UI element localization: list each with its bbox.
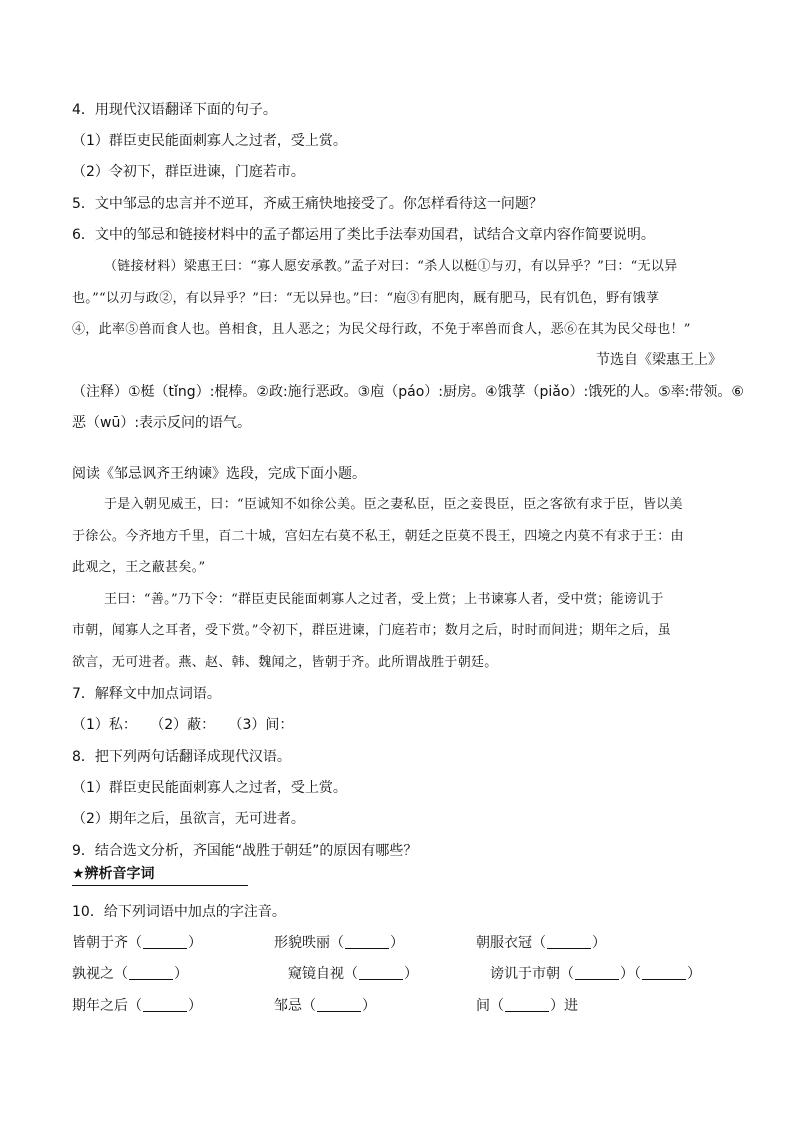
answer-blank[interactable] — [143, 934, 187, 949]
answer-blank[interactable] — [505, 997, 549, 1012]
q4-sentence-1: （1）群臣吏民能面刺寡人之过者，受上赏。 — [72, 133, 347, 149]
link-material-source: 节选自《梁惠王上》 — [596, 352, 722, 368]
answer-blank[interactable] — [359, 965, 403, 980]
q8-sentence-1: （1）群臣吏民能面刺寡人之过者，受上赏。 — [72, 780, 347, 796]
q10-item-8-word: 邹忌（ — [274, 998, 316, 1014]
q6-question: 6．文中的邹忌和链接材料中的孟子都运用了类比手法奉劝国君，试结合文章内容作简要说明。 — [72, 227, 655, 243]
close-paren: ） — [362, 998, 376, 1014]
q10-item-3 — [476, 933, 606, 953]
q10-item-8 — [274, 996, 376, 1016]
q7-stem: 7．解释文中加点词语。 — [72, 686, 221, 702]
q10-item-7-word: 期年之后（ — [72, 998, 142, 1014]
close-paren: ） — [188, 935, 202, 951]
section-title-wrapper — [72, 864, 722, 886]
passage-p1-line-2: 于徐公。今齐地方千里，百二十城，宫妇左右莫不私王，朝廷之臣莫不畏王，四境之内莫不有求于王：由 — [72, 529, 684, 544]
answer-blank[interactable] — [143, 997, 187, 1012]
answer-blank[interactable] — [547, 934, 591, 949]
q7-items: （1）私： （2）蔽： （3）间： — [72, 717, 294, 733]
q10-item-6 — [490, 964, 701, 984]
passage-p1-line-1: 于是入朝见威王，曰：“臣诚知不如徐公美。臣之妻私臣，臣之妾畏臣，臣之客欲有求于臣，皆以美 — [104, 497, 683, 512]
answer-blank[interactable] — [129, 965, 173, 980]
reading-intro: 阅读《邹忌讽齐王纳谏》选段，完成下面小题。 — [72, 466, 366, 482]
between-paren: ）（ — [620, 966, 641, 982]
q10-item-7 — [72, 996, 202, 1016]
notes-line-2: 恶（wū）:表示反问的语气。 — [72, 415, 252, 431]
answer-blank[interactable] — [345, 934, 389, 949]
q10-item-9 — [476, 996, 578, 1016]
q10-item-3-word: 朝服衣冠（ — [476, 935, 546, 951]
answer-blank[interactable] — [642, 965, 686, 980]
q5-question: 5．文中邹忌的忠言并不逆耳，齐威王痛快地接受了。你怎样看待这一问题？ — [72, 196, 543, 212]
close-paren-jin: ）进 — [550, 998, 578, 1014]
passage-p2-line-1: 王曰：“善。”乃下令：“群臣吏民能面刺寡人之过者，受上赏；上书谏寡人者，受中赏；能谤讥于 — [104, 592, 664, 607]
q10-item-9-word: 间（ — [476, 998, 504, 1014]
close-paren: ） — [592, 935, 606, 951]
q10-item-1-word: 皆朝于齐（ — [72, 935, 142, 951]
q4-sentence-2: （2）令初下，群臣进谏，门庭若市。 — [72, 164, 305, 180]
q10-item-1 — [72, 933, 202, 953]
q8-stem: 8．把下列两句话翻译成现代汉语。 — [72, 749, 291, 765]
q4-stem: 4．用现代汉语翻译下面的句子。 — [72, 102, 277, 118]
close-paren: ） — [687, 966, 701, 982]
q10-item-5 — [288, 964, 418, 984]
close-paren: ） — [188, 998, 202, 1014]
q9-question: 9．结合选文分析，齐国能“战胜于朝廷”的原因有哪些？ — [72, 843, 418, 859]
q8-sentence-2: （2）期年之后，虽欲言，无可进者。 — [72, 811, 305, 827]
passage-p1-line-3: 此观之，王之蔽甚矣。” — [72, 560, 206, 575]
link-material-line-3: ④，此率⑤兽而食人也。兽相食，且人恶之；为民父母行政，不免于率兽而食人，恶⑥在其为民父母也！” — [72, 322, 691, 337]
answer-blank[interactable] — [317, 997, 361, 1012]
link-material-line-2: 也。”“以刃与政②，有以异乎？”曰：“无以异也。”曰：“庖③有肥肉，厩有肥马，民有饥色，野有饿莩 — [72, 291, 660, 306]
answer-blank[interactable] — [575, 965, 619, 980]
q10-item-6-word: 谤讥于市朝（ — [490, 966, 574, 982]
close-paren: ） — [174, 966, 188, 982]
close-paren: ） — [390, 935, 404, 951]
section-title: ★辨析音字词 — [72, 864, 248, 886]
close-paren: ） — [404, 966, 418, 982]
q10-stem: 10．给下列词语中加点的字注音。 — [72, 904, 286, 920]
passage-p2-line-3: 欲言，无可进者。燕、赵、韩、魏闻之，皆朝于齐。此所谓战胜于朝廷。 — [72, 655, 498, 670]
q10-item-4-word: 孰视之（ — [72, 966, 128, 982]
notes-line-1: （注释）①梃（tǐng）:棍棒。②政:施行恶政。③庖（páo）:厨房。④饿莩（piǎo）:饿死的人。⑤率:带领。⑥ — [72, 384, 744, 400]
q10-item-2 — [274, 933, 404, 953]
q10-item-2-word: 形貌昳丽（ — [274, 935, 344, 951]
link-material-line-1: （链接材料）梁惠王曰：“寡人愿安承教。”孟子对曰：“杀人以梃①与刃，有以异乎？”曰：“无以异 — [104, 259, 678, 274]
q10-item-5-word: 窥镜自视（ — [288, 966, 358, 982]
q10-item-4 — [72, 964, 188, 984]
passage-p2-line-2: 市朝，闻寡人之耳者，受下赏。”令初下，群臣进谏，门庭若市；数月之后，时时而间进；期年之后，虽 — [72, 623, 671, 638]
